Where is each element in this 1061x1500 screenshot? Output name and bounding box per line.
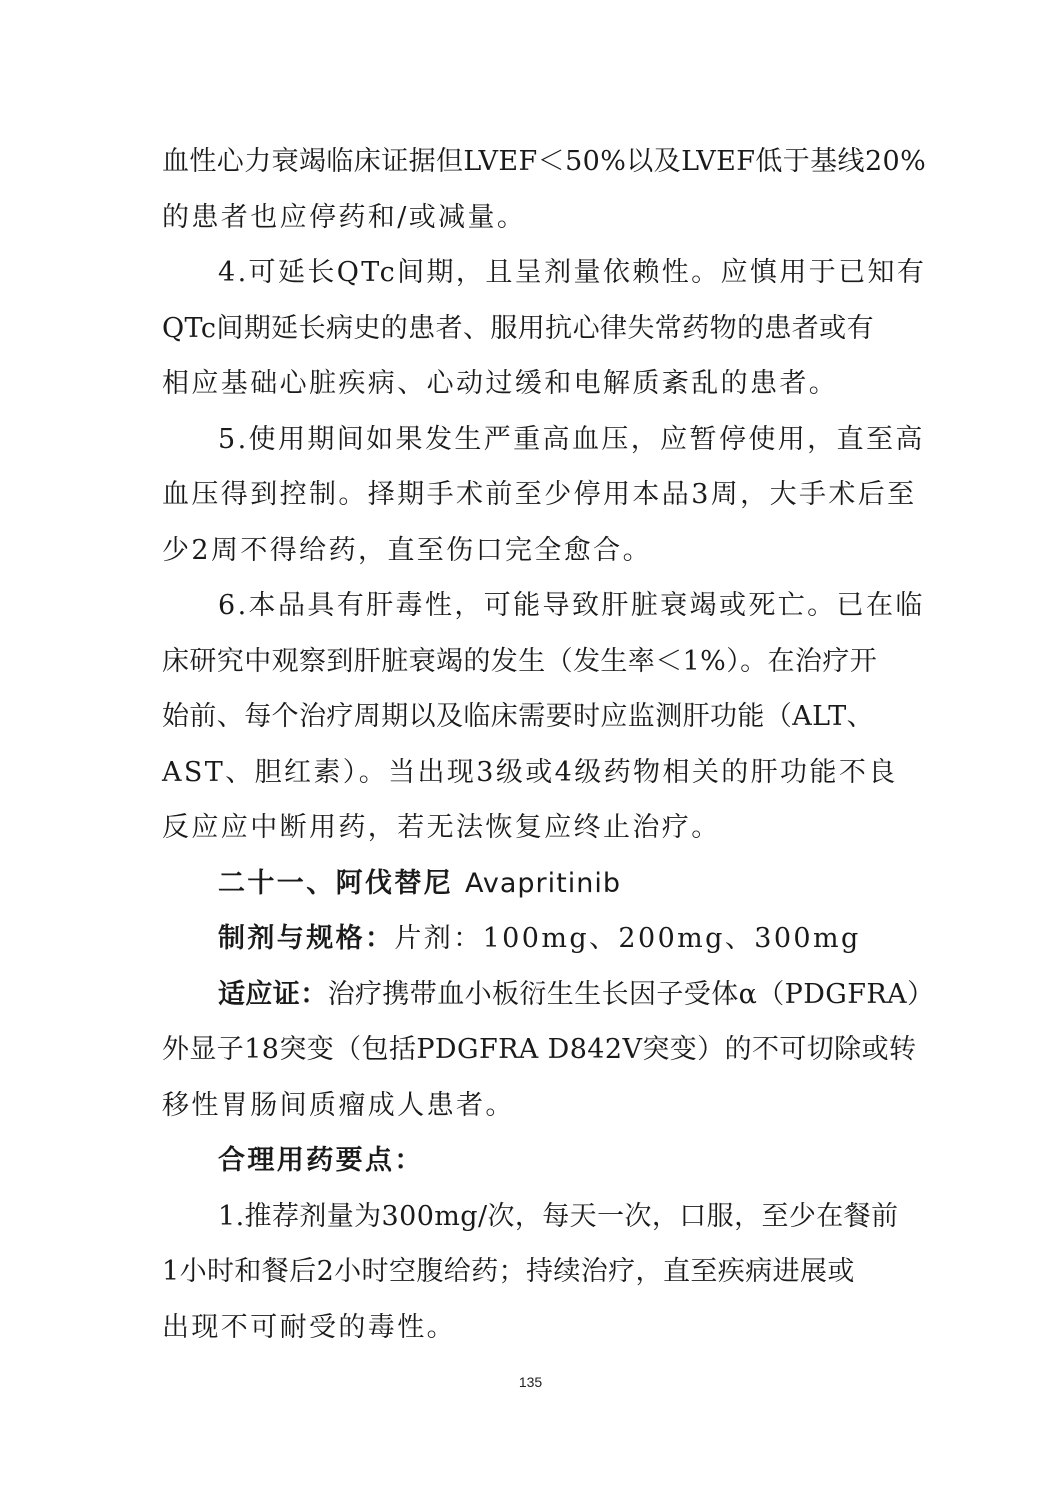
paragraph-line: AST、胆红素）。当出现3级或4级药物相关的肝功能不良 (162, 756, 898, 788)
key-points-label: 合理用药要点： (218, 1145, 424, 1176)
page-number: 135 (518, 1374, 543, 1390)
section-heading-cn: 二十一、阿伐替尼 (218, 867, 465, 899)
point-line: 1小时和餐后2小时空腹给药；持续治疗，直至疾病进展或 (162, 1256, 855, 1287)
indication-line: 外显子18突变（包括PDGFRA D842V突变）的不可切除或转 (162, 1034, 917, 1065)
formulation-line (162, 911, 902, 967)
paragraph-line: 4.可延长QTc间期，且呈剂量依赖性。应慎用于已知有 (218, 257, 927, 288)
formulation-label: 制剂与规格： (218, 923, 395, 954)
paragraph-line: 血性心力衰竭临床证据但LVEF＜50%以及LVEF低于基线20% (162, 146, 927, 177)
paragraph-line: 少2周不得给药，直至伤口完全愈合。 (162, 534, 652, 566)
paragraph-line: 的患者也应停药和/或减量。 (162, 201, 527, 233)
paragraph-line: 始前、每个治疗周期以及临床需要时应监测肝功能（ALT、 (162, 701, 875, 732)
paragraph-line: 5.使用期间如果发生严重高血压，应暂停使用，直至高 (218, 423, 925, 455)
indication-line: 移性胃肠间质瘤成人患者。 (162, 1089, 515, 1121)
indication-label: 适应证： (218, 978, 328, 1010)
paragraph-line: QTc间期延长病史的患者、服用抗心律失常药物的患者或有 (162, 312, 874, 344)
point-line: 1.推荐剂量为300mg/次，每天一次，口服，至少在餐前 (218, 1200, 899, 1232)
paragraph-line: 相应基础心脏疾病、心动过缓和电解质紊乱的患者。 (162, 368, 839, 399)
formulation-value: 片剂：100mg、200mg、300mg (394, 923, 861, 954)
indication-text: 治疗携带血小板衍生生长因子受体α（PDGFRA） (327, 978, 935, 1010)
paragraph-line: 6.本品具有肝毒性，可能导致肝脏衰竭或死亡。已在临 (218, 590, 925, 621)
page-content (162, 134, 935, 1355)
section-heading (162, 856, 902, 912)
point-line: 出现不可耐受的毒性。 (162, 1311, 456, 1343)
paragraph-line: 血压得到控制。择期手术前至少停用本品3周，大手术后至 (162, 479, 917, 510)
section-heading-en: Avapritinib (465, 867, 621, 899)
paragraph-line: 反应应中断用药，若无法恢复应终止治疗。 (162, 812, 721, 843)
paragraph-line: 床研究中观察到肝脏衰竭的发生（发生率＜1%）。在治疗开 (162, 645, 878, 677)
indication-line (162, 967, 935, 1023)
